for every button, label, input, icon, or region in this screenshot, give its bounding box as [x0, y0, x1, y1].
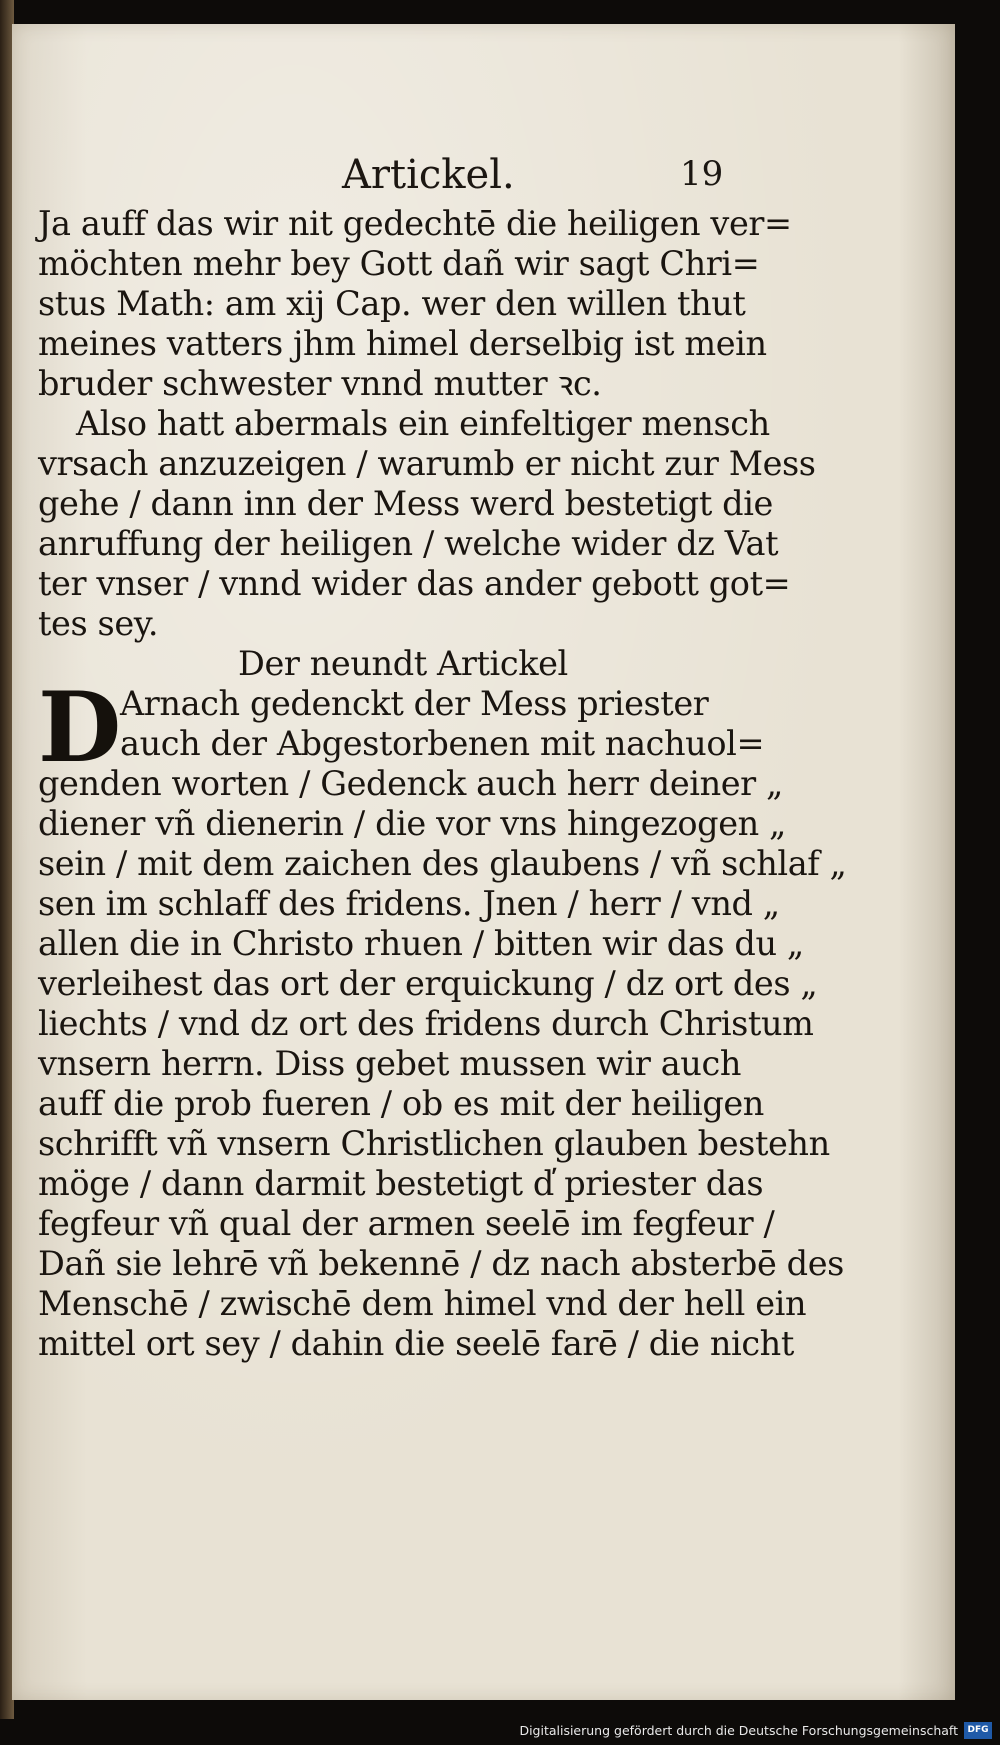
page-text [38, 204, 847, 1364]
text-line: Ja auff das wir nit gedechtē die heiligen ver= [38, 204, 792, 243]
text-line: Arnach gedenckt der Mess priester [120, 684, 709, 723]
book-page [12, 24, 955, 1700]
text-line: Also hatt abermals ein einfeltiger mensch [76, 404, 770, 443]
section-heading: Der neundt Artickel [238, 644, 568, 683]
text-line: gehe / dann inn der Mess werd bestetigt die [38, 484, 773, 523]
text-line: ter vnser / vnnd wider das ander gebott got= [38, 564, 791, 603]
dfg-logo: DFG [964, 1722, 992, 1739]
text-line: vnsern herrn. Diss gebet mussen wir auch [38, 1044, 742, 1083]
text-line: bruder schwester vnnd mutter ꝛc. [38, 364, 602, 403]
text-line: Menschē / zwischē dem himel vnd der hell ein [38, 1284, 807, 1323]
text-line: meines vatters jhm himel derselbig ist mein [38, 324, 767, 363]
text-line: verleihest das ort der erquickung / dz ort des „ [38, 964, 818, 1003]
funding-credit: Digitalisierung gefördert durch die Deutsche Forschungsgemeinschaft [519, 1723, 958, 1738]
text-line: auch der Abgestorbenen mit nachuol= [120, 724, 765, 763]
text-line: vrsach anzuzeigen / warumb er nicht zur Mess [38, 444, 816, 483]
text-line: Dañ sie lehrē vñ bekennē / dz nach absterbē des [38, 1244, 844, 1283]
text-line: anruffung der heiligen / welche wider dz Vat [38, 524, 779, 563]
drop-cap: D [38, 671, 121, 784]
text-line: stus Math: am xij Cap. wer den willen thut [38, 284, 746, 323]
text-line: diener vñ dienerin / die vor vns hingezogen „ [38, 804, 787, 843]
text-line: allen die in Christo rhuen / bitten wir das du „ [38, 924, 804, 963]
running-head: Artickel. [342, 152, 515, 198]
text-line: schrifft vñ vnsern Christlichen glauben bestehn [38, 1124, 830, 1163]
text-line: mittel ort sey / dahin die seelē farē / die nicht [38, 1324, 794, 1363]
text-line: sen im schlaff des fridens. Jnen / herr / vnd „ [38, 884, 780, 923]
text-line: liechts / vnd dz ort des fridens durch Christum [38, 1004, 814, 1043]
page-number: 19 [680, 154, 724, 194]
text-line: tes sey. [38, 604, 159, 643]
page-header [12, 144, 955, 204]
text-line: sein / mit dem zaichen des glaubens / vñ schlaf „ [38, 844, 847, 883]
text-line: möchten mehr bey Gott dañ wir sagt Chri= [38, 244, 760, 283]
text-line: möge / dann darmit bestetigt d̕ priester das [38, 1164, 764, 1203]
footer-bar [0, 1719, 1000, 1745]
section-paragraph [38, 671, 847, 1364]
text-line: auff die prob fueren / ob es mit der heiligen [38, 1084, 764, 1123]
text-line: genden worten / Gedenck auch herr deiner „ [38, 764, 783, 803]
text-line: fegfeur vñ qual der armen seelē im fegfeur / [38, 1204, 775, 1243]
